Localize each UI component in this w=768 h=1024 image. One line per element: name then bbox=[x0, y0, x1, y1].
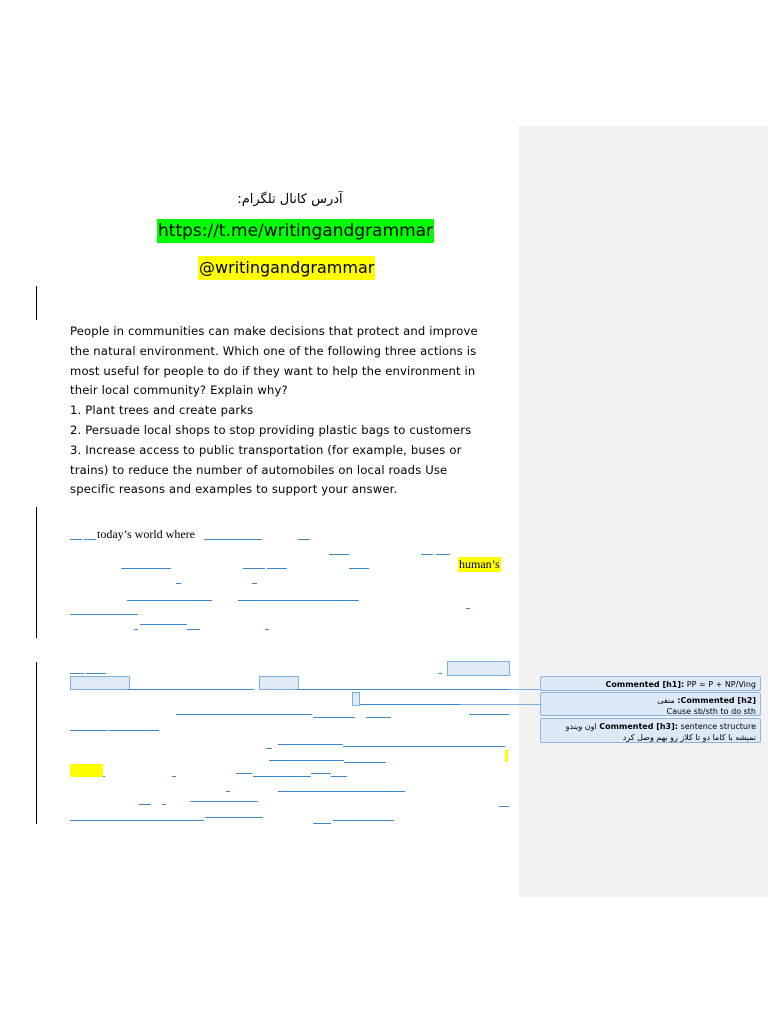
revision-mark bbox=[190, 801, 258, 802]
revision-mark bbox=[243, 568, 265, 569]
revision-mark bbox=[344, 762, 386, 763]
comment-h3[interactable] bbox=[540, 718, 761, 743]
revision-mark bbox=[253, 776, 311, 777]
telegram-handle: @writingandgrammar bbox=[198, 256, 375, 280]
change-bar bbox=[36, 286, 37, 320]
revision-mark bbox=[266, 748, 272, 749]
comment-author-label: Commented [h3]: bbox=[599, 722, 678, 731]
highlight-mark bbox=[505, 750, 508, 762]
revision-mark bbox=[267, 568, 287, 569]
comment-connector bbox=[460, 704, 540, 705]
comment-anchor-h1[interactable] bbox=[447, 661, 510, 676]
revision-mark bbox=[121, 568, 171, 569]
draft-text: today’s world where bbox=[97, 527, 195, 541]
comment-text: نمیشه با کاما دو تا کلاز رو بهم وصل کرد bbox=[622, 733, 756, 742]
revision-mark bbox=[162, 804, 166, 805]
essay-prompt bbox=[70, 322, 490, 500]
telegram-link[interactable]: https://t.me/writingandgrammar bbox=[158, 221, 434, 241]
revision-mark bbox=[313, 717, 355, 718]
revision-mark bbox=[421, 554, 433, 555]
revision-mark bbox=[205, 817, 263, 818]
revision-mark bbox=[108, 730, 159, 731]
comment-anchor-h3[interactable] bbox=[352, 692, 360, 706]
revision-mark bbox=[298, 539, 310, 540]
comment-author-label: Commented [h1]: bbox=[605, 680, 685, 689]
comment-text: Cause sb/sth to do sth bbox=[666, 707, 756, 716]
revision-mark bbox=[252, 583, 257, 584]
revision-mark bbox=[176, 714, 312, 715]
comment-text: sentence structure اون ویندو bbox=[565, 722, 756, 731]
revision-mark bbox=[331, 776, 347, 777]
revision-mark bbox=[70, 673, 84, 674]
comment-pane bbox=[519, 126, 768, 897]
change-bar bbox=[36, 507, 37, 638]
revision-mark bbox=[70, 614, 138, 615]
revision-mark bbox=[139, 804, 151, 805]
revision-mark bbox=[140, 624, 187, 625]
revision-mark bbox=[70, 730, 107, 731]
revision-mark bbox=[187, 629, 200, 630]
revision-mark bbox=[349, 568, 369, 569]
revision-mark bbox=[438, 673, 442, 674]
revision-mark bbox=[103, 776, 105, 777]
revision-mark bbox=[70, 820, 204, 821]
revision-mark bbox=[176, 583, 181, 584]
revision-mark bbox=[366, 717, 391, 718]
prompt-intro: People in communities can make decisions that protect and improve the natural environment. Which one of the following three actions is most useful for people to do if they want to help the environment in their local community? Explain why? bbox=[70, 324, 478, 398]
revision-mark bbox=[127, 600, 212, 601]
prompt-option-3: 3. Increase access to public transportation (for example, buses or trains) to reduce the number of automobiles on local roads Use specific reasons and examples to support your answer. bbox=[70, 442, 462, 497]
revision-mark bbox=[70, 539, 82, 540]
revision-mark bbox=[278, 791, 405, 792]
revision-mark bbox=[86, 673, 106, 674]
telegram-channel-title: آدرس کانال تلگرام: bbox=[237, 192, 343, 207]
revision-mark bbox=[311, 773, 331, 774]
revision-mark bbox=[360, 704, 460, 705]
comment-text: PP = P + NP/Ving bbox=[686, 680, 756, 689]
revision-mark bbox=[204, 539, 262, 540]
revision-mark bbox=[269, 760, 344, 761]
prompt-option-2: 2. Persuade local shops to stop providing plastic bags to customers bbox=[70, 422, 472, 437]
revision-mark bbox=[128, 689, 254, 690]
comment-anchor-h1[interactable] bbox=[70, 676, 130, 690]
revision-mark bbox=[236, 773, 252, 774]
revision-mark bbox=[466, 608, 470, 609]
revision-mark bbox=[329, 554, 349, 555]
revision-mark bbox=[278, 744, 343, 745]
revision-mark bbox=[436, 554, 450, 555]
comment-h1[interactable] bbox=[540, 676, 761, 691]
change-bar bbox=[36, 662, 37, 824]
revision-mark bbox=[297, 689, 509, 690]
revision-mark bbox=[333, 820, 394, 821]
highlighted-word: human’s bbox=[459, 557, 500, 571]
comment-h2[interactable] bbox=[540, 692, 761, 716]
prompt-option-1: 1. Plant trees and create parks bbox=[70, 403, 254, 418]
comment-text: منفی bbox=[657, 696, 675, 705]
revision-mark bbox=[134, 629, 138, 630]
comment-connector bbox=[509, 689, 540, 690]
revision-mark bbox=[84, 539, 96, 540]
revision-mark bbox=[172, 776, 176, 777]
revision-mark bbox=[469, 714, 509, 715]
revision-mark bbox=[265, 629, 269, 630]
highlight-mark bbox=[70, 764, 103, 777]
revision-mark bbox=[343, 746, 505, 747]
revision-mark bbox=[499, 806, 509, 807]
comment-author-label: Commented [h2]: bbox=[677, 696, 756, 705]
revision-mark bbox=[238, 600, 359, 601]
comment-anchor-h2[interactable] bbox=[259, 676, 299, 690]
revision-mark bbox=[226, 791, 230, 792]
revision-mark bbox=[313, 823, 331, 824]
